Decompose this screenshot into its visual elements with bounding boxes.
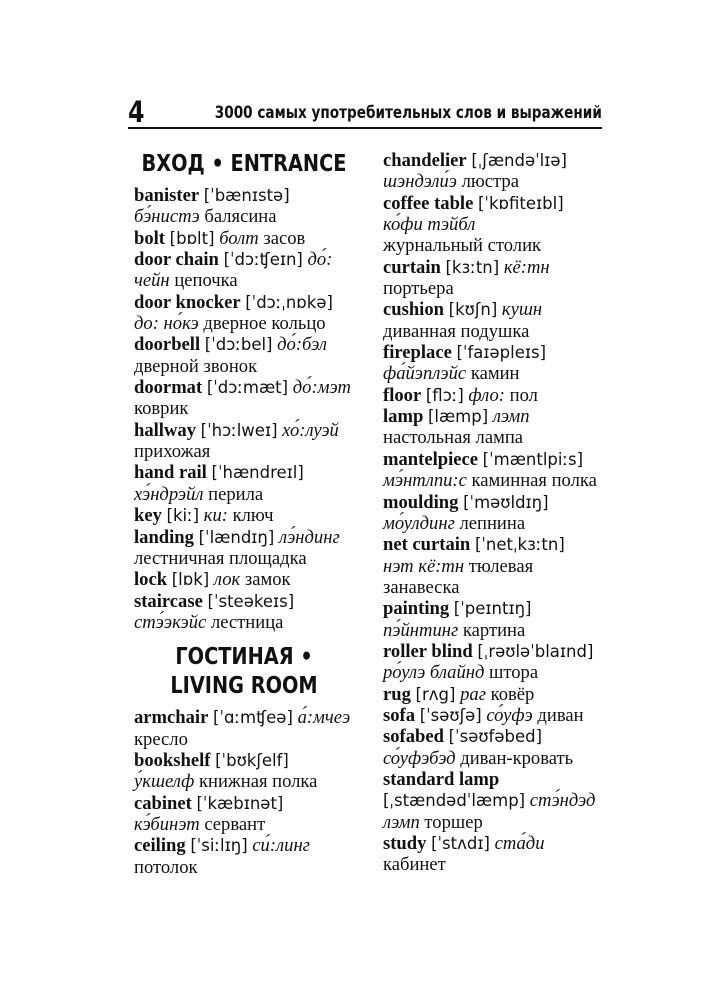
entry-reading: бэ́нистэ [134,206,200,228]
entry-reading: кэ́бинэт [134,813,200,835]
entry-chandelier [383,150,605,193]
entry-translation: сервант [204,813,266,835]
entry-translation: лестница [210,611,284,633]
entry-reading: раг [460,683,486,705]
entry-standard-lamp [383,769,605,833]
entry-reading: си́:линг [252,835,310,857]
entry-translation: ковёр [490,683,535,705]
entry-transcription: [ˈstʌdɪ] [431,834,490,853]
entry-door-knocker [134,292,354,335]
entry-bolt [134,228,354,249]
entry-reading: болт [219,227,259,249]
entry-cushion [383,299,605,342]
entry-reading: стэ́экэйс [134,611,207,633]
entry-banister [134,185,354,228]
entry-transcription: [kiː] [166,506,200,526]
entry-armchair [134,707,354,750]
entry-lamp [383,406,605,449]
entry-translation: прихожая [134,441,211,463]
entry-transcription: [ˈsteəkeɪs] [207,591,295,611]
entry-word: painting [383,598,450,620]
entry-curtain [383,257,605,300]
entry-reading: лок [213,569,241,591]
entry-translation: журнальный столик [383,235,542,257]
entry-translation: люстра [461,171,519,193]
entry-word: chandelier [383,150,467,171]
entry-reading: лэ́ндинг [278,526,340,548]
entry-transcription: [ˌrəʊləˈblaɪnd] [477,641,594,661]
entry-translation: торшер [424,811,483,833]
entry-mantelpiece [383,449,605,492]
entry-word: hallway [134,419,196,441]
entry-painting [383,598,605,641]
entry-translation: портьера [383,278,454,300]
entry-staircase [134,591,354,634]
entry-translation: пол [509,384,538,406]
entry-transcription: [ˈkɒfiteɪbl] [478,193,564,213]
entry-word: net curtain [383,534,471,556]
entry-word: mantelpiece [383,448,479,470]
entry-transcription: [flɔː] [425,385,464,405]
entry-word: banister [134,185,200,206]
entry-reading: хо́:луэй [282,419,339,441]
entry-transcription: [ˈnetˌkɜːtn] [474,535,565,555]
entry-word: door chain [134,249,219,271]
entry-transcription: [ˈkæbɪnət] [196,793,284,813]
entry-transcription: [ˈfaɪəpleɪs] [456,343,547,363]
entry-word: bookshelf [134,749,211,771]
entry-transcription: [ˈsəʊfəbed] [448,727,543,747]
entry-doormat [134,377,354,420]
entry-word: doorbell [134,334,201,356]
entry-word: landing [134,526,194,548]
entry-coffee-table [383,193,605,257]
entry-reading: стэ́ндэд лэмп [383,790,596,833]
entry-fireplace [383,342,605,385]
entry-transcription: [ˈdɔːbel] [204,335,273,355]
entry-reading: пэ́йнтинг [383,619,459,641]
entry-transcription: [ˈhændreɪl] [211,463,304,483]
entry-word: bolt [134,227,165,249]
entry-word: roller blind [383,640,473,662]
entry-word: moulding [383,491,459,513]
entry-translation: камин [470,363,520,385]
entry-translation: потолок [134,856,198,878]
entry-net-curtain [383,534,605,598]
entry-translation: штора [489,662,539,684]
entry-sofabed [383,726,605,769]
entry-transcription: [ˈdɔːmæt] [206,378,289,398]
entry-word: study [383,833,427,854]
entry-transcription: [ˈdɔːˌnɒkə] [245,292,333,312]
entry-reading: мо́улдинг [383,512,455,534]
entry-reading: кё:тн [503,256,550,278]
entry-transcription: [ˈlændɪŋ] [198,527,275,547]
entry-transcription: [kʊʃn] [448,300,498,320]
entry-word: floor [383,384,422,406]
entry-word: door knocker [134,291,241,313]
entry-transcription: [ˌʃændəˈlɪə] [471,151,567,170]
entry-roller-blind [383,641,605,684]
entry-word: sofabed [383,726,444,748]
entry-translation: лестничная площадка [134,547,307,569]
entry-word: fireplace [383,342,452,364]
entry-transcription: [ˌstændədˈlæmp] [383,791,526,811]
entry-translation: дверной звонок [134,355,258,377]
entry-word: armchair [134,707,209,729]
entry-sofa [383,705,605,726]
entry-bookshelf [134,750,354,793]
entry-word: cushion [383,299,444,321]
entry-translation: коврик [134,398,189,420]
entry-floor [383,385,605,406]
entry-reading: ко́фи тэйбл [383,214,476,236]
entry-landing [134,527,354,570]
entry-transcription: [ˈhɔːlweɪ] [200,420,278,440]
entry-translation: книжная полка [198,771,318,793]
entry-word: standard lamp [383,768,500,790]
entry-reading: ста́ди [494,833,545,854]
entry-translation: каминная полка [471,470,597,492]
entry-transcription: [kɜːtn] [445,257,500,277]
entry-cabinet [134,793,354,836]
entry-word: ceiling [134,835,186,857]
entry-translation: засов [263,227,306,249]
entry-word: doormat [134,377,203,399]
entry-transcription: [lɒk] [171,570,210,590]
entry-transcription: [læmp] [427,407,489,427]
entry-reading: фло: [468,384,505,406]
entry-word: hand rail [134,462,207,484]
entry-reading: до́:бэл [277,334,327,356]
entry-reading: ро́улэ блайнд [383,662,485,684]
entry-translation: ключ [232,505,274,527]
entry-rug [383,684,605,705]
entry-word: lock [134,569,168,591]
entry-reading: у́кшелф [134,771,195,793]
entry-door-chain [134,249,354,292]
entry-word: cabinet [134,792,192,814]
entry-reading: фа́йэплэйс [383,363,467,385]
entry-transcription: [bɒlt] [169,228,215,248]
entry-reading: а́:мчеэ [297,707,351,729]
section-title-entrance: ВХОД • ENTRANCE [141,151,347,177]
entry-word: staircase [134,590,203,612]
entry-transcription: [ˈmæntlpiːs] [482,449,584,469]
entry-transcription: [rʌg] [415,684,456,704]
entry-reading: мэ́нтлпи:с [383,470,467,492]
entry-reading: со́уфэбэд [383,747,456,769]
entry-doorbell [134,334,354,377]
entry-translation: тюлевая занавеска [383,555,534,598]
running-title: 3000 самых употребительных слов и выражений [214,103,602,123]
entry-translation: лепнина [459,512,526,534]
entry-hand-rail [134,462,354,505]
entry-transcription: [ˈbænɪstə] [203,186,290,205]
entry-transcription: [ˈməʊldɪŋ] [463,492,549,512]
left-column [134,150,354,878]
entry-key [134,505,354,526]
entry-word: curtain [383,256,441,278]
entry-lock [134,569,354,590]
entry-hallway [134,420,354,463]
entry-translation: дверное кольцо [203,313,326,335]
entry-translation: цепочка [174,270,238,292]
entry-translation: балясина [204,206,277,228]
entry-word: rug [383,683,411,705]
entry-reading: до: но́кэ [134,313,199,335]
section-title-living-room: ГОСТИНАЯ • LIVING ROOM [170,644,318,700]
entry-translation: диван [537,704,584,726]
entry-translation: картина [462,619,526,641]
entry-word: key [134,505,162,527]
entry-transcription: [ˈdɔːʧeɪn] [223,250,303,270]
entry-reading: со́уфэ [486,704,533,726]
entry-study [383,833,605,876]
entry-transcription: [ˈsiːlɪŋ] [190,836,248,856]
entry-reading: лэмп [492,406,530,428]
right-column [383,150,605,876]
entry-word: coffee table [383,192,474,214]
entry-transcription: [ˈpeɪntɪŋ] [453,599,532,619]
entry-translation: перила [208,483,264,505]
entry-word: lamp [383,406,424,428]
entry-reading: до́: чейн [134,249,333,292]
entry-translation: диванная подушка [383,320,530,342]
entry-translation: кабинет [383,854,446,876]
entry-reading: нэт кё:тн [383,555,465,577]
entry-transcription: [ˈsəʊʃə] [419,705,482,725]
entry-reading: ки: [203,505,228,527]
entry-translation: настольная лампа [383,427,524,449]
header-rule [128,127,602,129]
entry-reading: хэ́ндрэйл [134,483,204,505]
entry-reading: до́:мэт [292,377,351,399]
entry-translation: диван-кровать [460,747,574,769]
entry-reading: шэндэли́э [383,171,457,193]
entry-translation: кресло [134,728,188,750]
entry-transcription: [ˈɑːmʧeə] [213,708,293,728]
entry-moulding [383,492,605,535]
entry-word: sofa [383,704,416,726]
entry-transcription: [ˈbʊkʃelf] [215,750,289,770]
entry-translation: замок [244,569,291,591]
entry-reading: кушн [501,299,543,321]
entry-ceiling [134,835,354,878]
page-number: 4 [128,95,145,129]
